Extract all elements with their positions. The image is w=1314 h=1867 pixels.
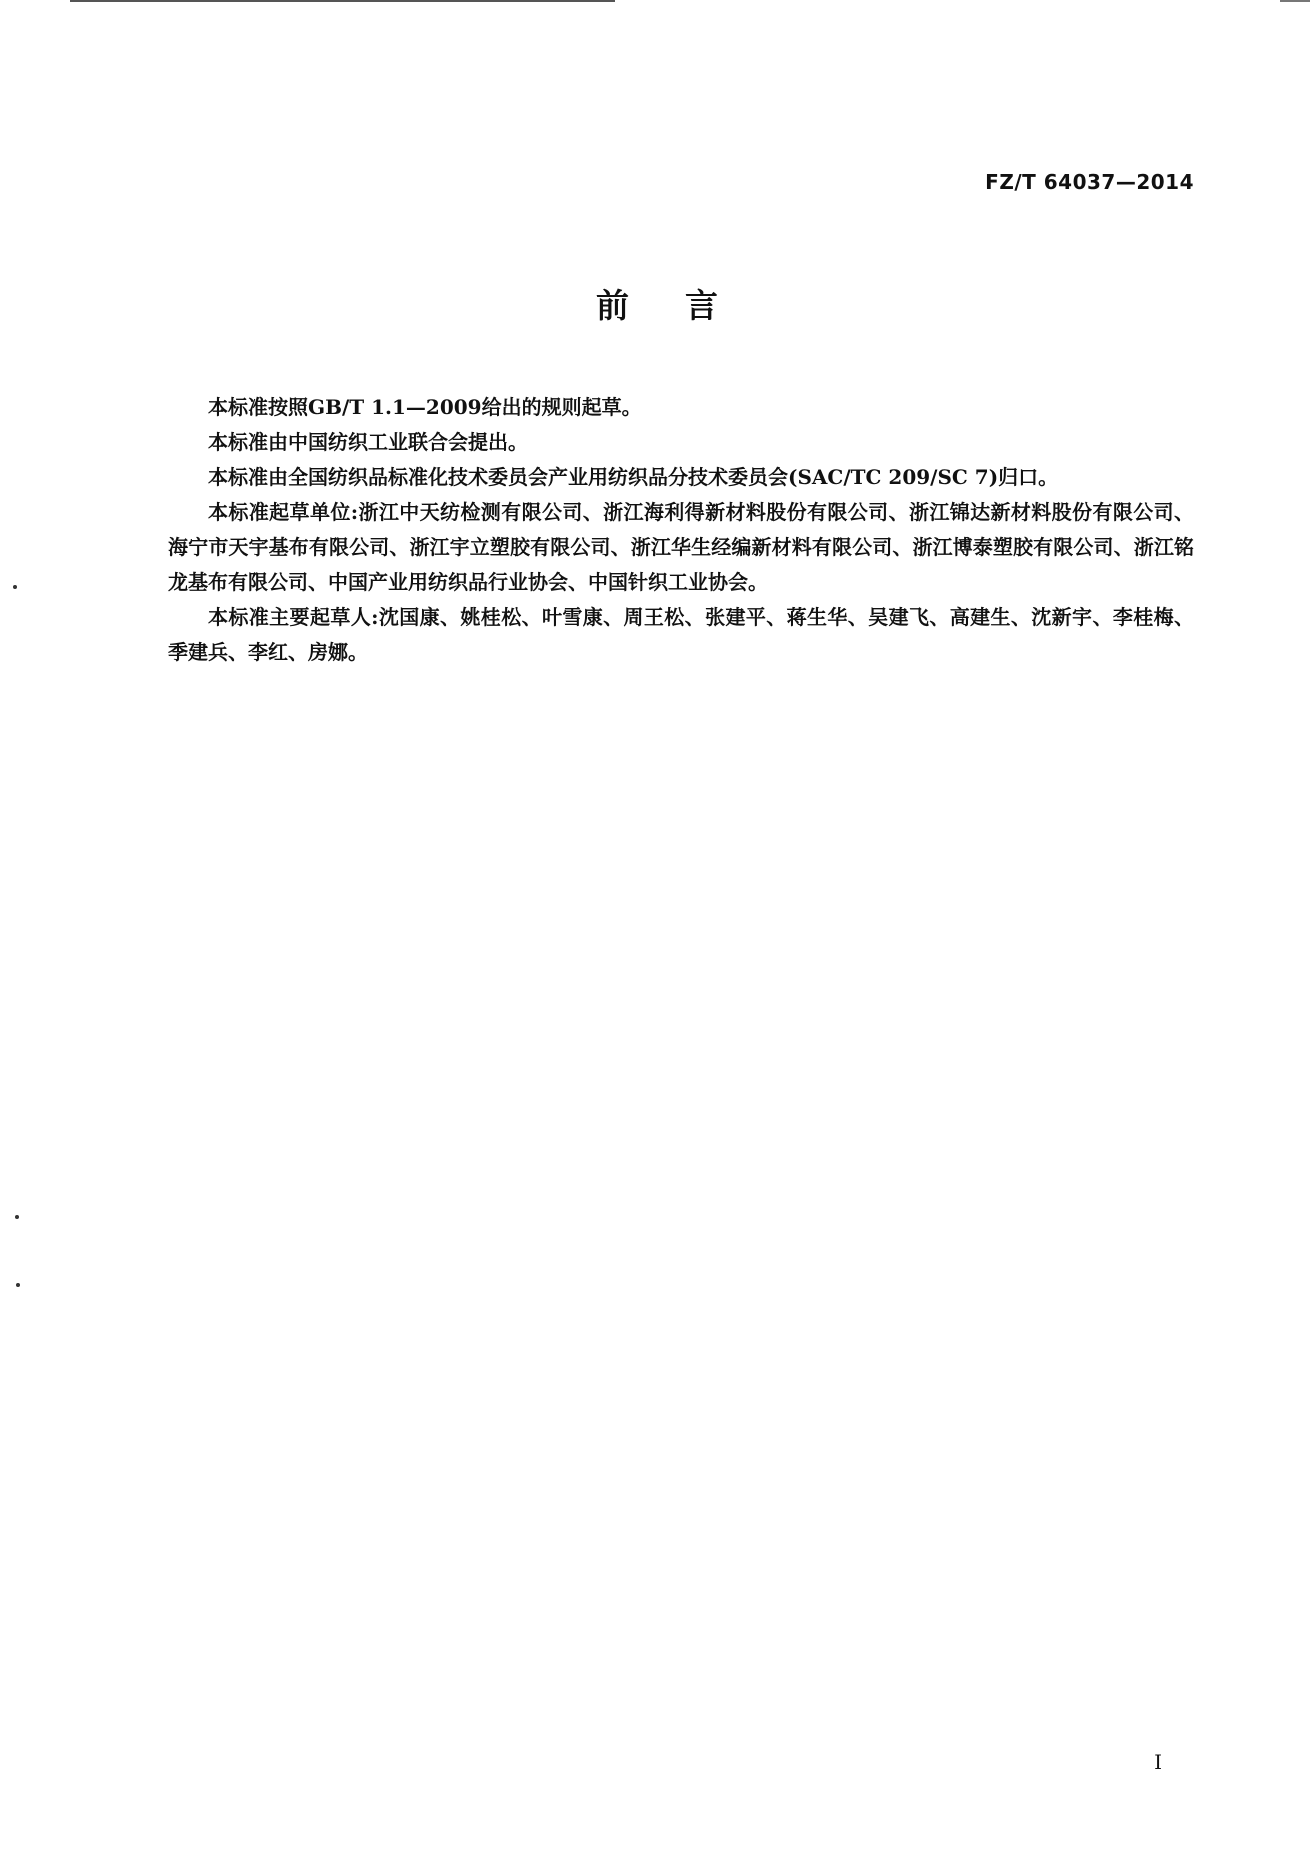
paragraph-drafting-rules: 本标准按照GB/T 1.1—2009给出的规则起草。 (208, 395, 642, 419)
paragraph-proposer: 本标准由中国纺织工业联合会提出。 (208, 430, 528, 454)
scan-speck (13, 585, 17, 589)
paragraph-drafters: 本标准主要起草人:沈国康、姚桂松、叶雪康、周王松、张建平、蒋生华、吴建飞、高建生、沈新宇、李桂梅、季建兵、李红、房娜。 (168, 605, 1194, 664)
scan-speck (16, 1283, 20, 1287)
paragraph-technical-committee: 本标准由全国纺织品标准化技术委员会产业用纺织品分技术委员会(SAC/TC 209/SC 7)归口。 (208, 465, 1059, 489)
standard-code: FZ/T 64037—2014 (985, 170, 1194, 194)
scan-top-rule-right (1280, 0, 1310, 2)
scan-speck (15, 1215, 19, 1219)
page-title: 前言 (596, 286, 774, 325)
scan-top-rule-left (70, 0, 615, 2)
page-number: I (1154, 1750, 1162, 1774)
foreword-body (168, 390, 1194, 670)
paragraph-drafting-units: 本标准起草单位:浙江中天纺检测有限公司、浙江海利得新材料股份有限公司、浙江锦达新材料股份有限公司、海宁市天宇基布有限公司、浙江宇立塑胶有限公司、浙江华生经编新材料有限公司、浙江博泰塑胶有限公司、浙江铭龙基布有限公司、中国产业用纺织品行业协会、中国针织工业协会。 (168, 500, 1194, 594)
